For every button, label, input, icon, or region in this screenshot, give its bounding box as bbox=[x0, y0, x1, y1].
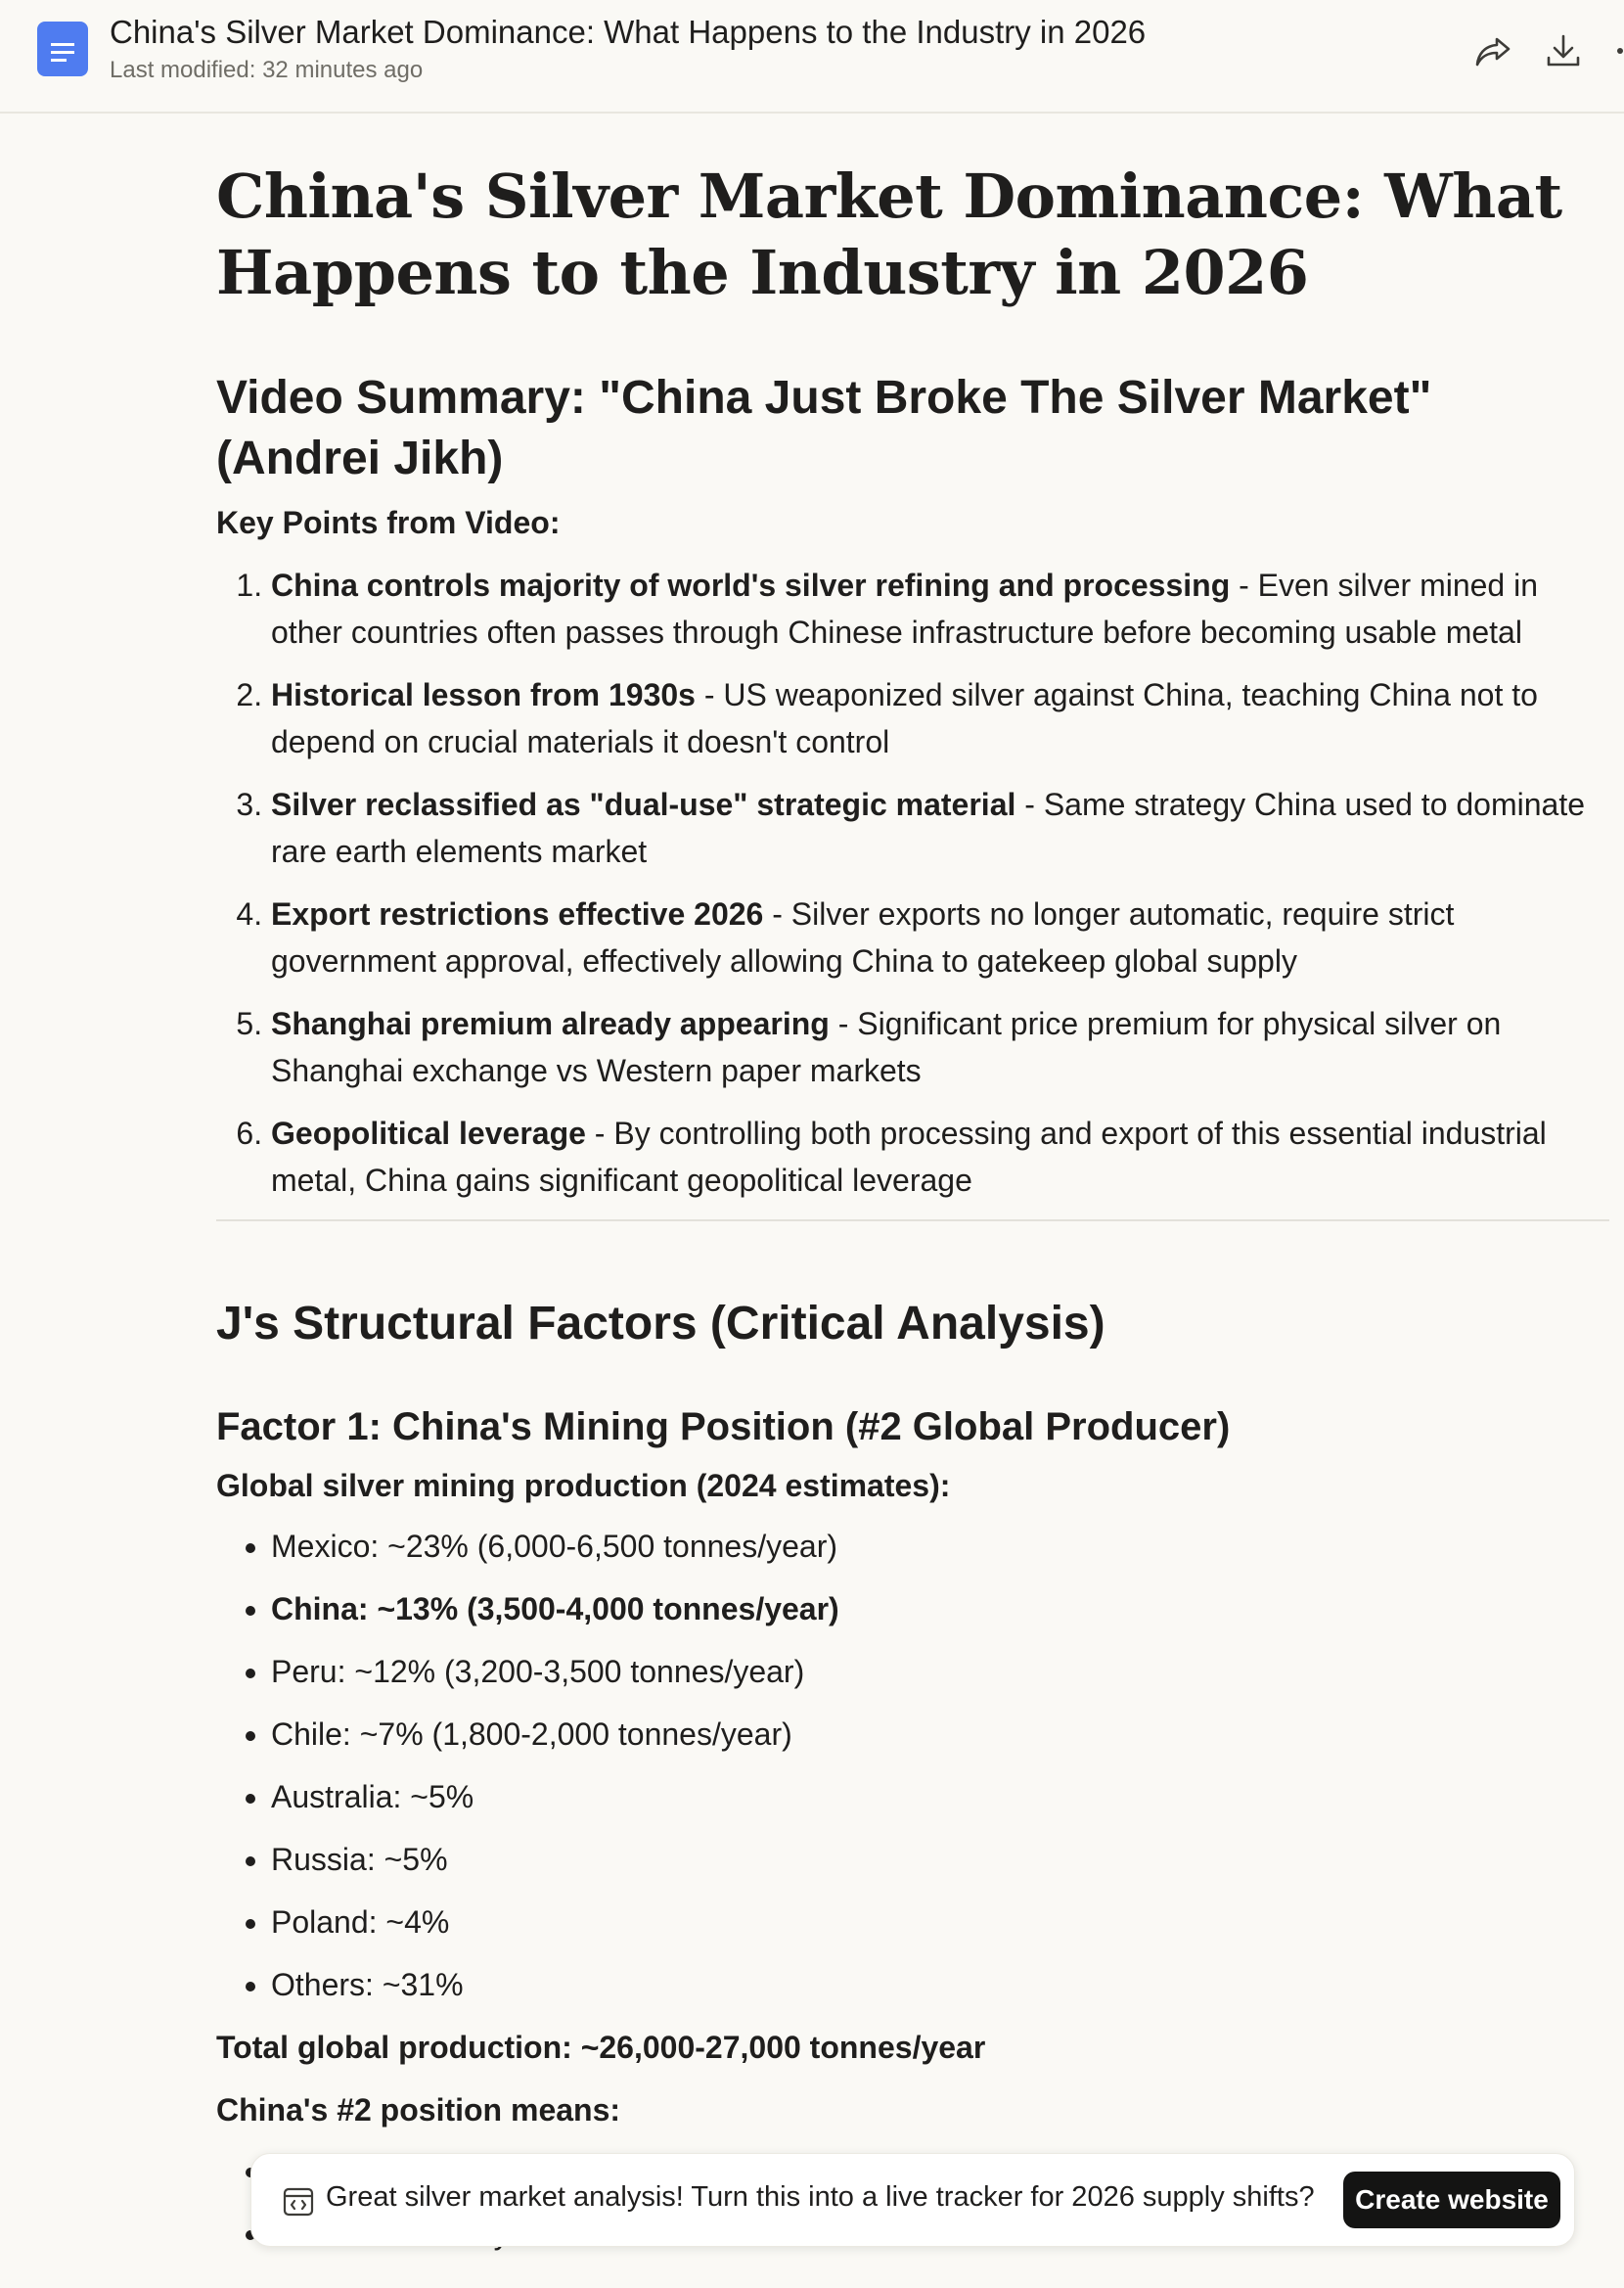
point-title: Geopolitical leverage bbox=[271, 1116, 586, 1151]
list-item: • Chile: ~7% (1,800-2,000 tonnes/year) bbox=[271, 1711, 1605, 1758]
point-title: Export restrictions effective 2026 bbox=[271, 896, 764, 932]
list-item bbox=[271, 1110, 1605, 1204]
list-item: • Poland: ~4% bbox=[271, 1899, 1605, 1945]
create-website-button[interactable]: Create website bbox=[1343, 2172, 1560, 2228]
point-text: - Significant price premium for physical silver on Shanghai exchange vs Western paper markets bbox=[271, 1006, 1502, 1088]
point-text: - By controlling both processing and export of this essential industrial metal, China gains significant geopolitical leverage bbox=[271, 1116, 1547, 1198]
document-icon bbox=[37, 22, 88, 76]
video-summary-heading: Video Summary: "China Just Broke The Silver Market" (Andrei Jikh) bbox=[216, 372, 1432, 484]
promo-text: Great silver market analysis! Turn this into a live tracker for 2026 supply shifts? bbox=[326, 2181, 1315, 2213]
last-modified-text: Last modified: 32 minutes ago bbox=[110, 57, 424, 83]
key-points-list bbox=[216, 562, 1605, 1204]
list-item bbox=[271, 891, 1605, 984]
download-icon[interactable] bbox=[1542, 29, 1585, 72]
point-title: Silver reclassified as "dual-use" strategic material bbox=[271, 787, 1016, 822]
key-points-label: Key Points from Video: bbox=[216, 505, 561, 540]
point-text: - US weaponized silver against China, teaching China not to depend on crucial materials it doesn't control bbox=[271, 677, 1538, 759]
point-title: China controls majority of world's silver refining and processing bbox=[271, 568, 1231, 603]
list-item bbox=[271, 781, 1605, 875]
point-title: Historical lesson from 1930s bbox=[271, 677, 696, 712]
point-text: - Same strategy China used to dominate rare earth elements market bbox=[271, 787, 1586, 869]
point-text: - Even silver mined in other countries often passes through Chinese infrastructure before becoming usable metal bbox=[271, 568, 1539, 650]
list-item: • Australia: ~5% bbox=[271, 1773, 1605, 1820]
point-text: - Silver exports no longer automatic, require strict government approval, effectively allowing China to gatekeep global supply bbox=[271, 896, 1455, 979]
point-title: Shanghai premium already appearing bbox=[271, 1006, 830, 1041]
document-title: China's Silver Market Dominance: What Happens to the Industry in 2026 bbox=[110, 14, 1147, 50]
structural-factors-heading: J's Structural Factors (Critical Analysis) bbox=[216, 1298, 1105, 1350]
list-item: • Others: ~31% bbox=[271, 1961, 1605, 2008]
page-title: China's Silver Market Dominance: What Happens to the Industry in 2026 bbox=[216, 160, 1562, 308]
list-item bbox=[271, 1000, 1605, 1094]
production-list bbox=[216, 1523, 1605, 2008]
create-website-banner bbox=[250, 2153, 1575, 2247]
document-body bbox=[216, 114, 1605, 2272]
share-icon[interactable] bbox=[1471, 29, 1514, 72]
section-divider bbox=[216, 1219, 1609, 1221]
code-window-icon bbox=[283, 2187, 314, 2217]
list-item: • China: ~13% (3,500-4,000 tonnes/year) bbox=[271, 1585, 1605, 1632]
list-item: • Mexico: ~23% (6,000-6,500 tonnes/year) bbox=[271, 1523, 1605, 1570]
list-item: • Peru: ~12% (3,200-3,500 tonnes/year) bbox=[271, 1648, 1605, 1695]
list-item: • Russia: ~5% bbox=[271, 1836, 1605, 1883]
list-item bbox=[271, 671, 1605, 765]
more-icon[interactable] bbox=[1610, 29, 1624, 72]
means-label: China's #2 position means: bbox=[216, 2092, 621, 2128]
production-label: Global silver mining production (2024 estimates): bbox=[216, 1468, 951, 1503]
list-item bbox=[271, 562, 1605, 656]
document-header bbox=[0, 0, 1624, 114]
factor-1-heading: Factor 1: China's Mining Position (#2 Global Producer) bbox=[216, 1405, 1231, 1448]
total-production: Total global production: ~26,000-27,000 tonnes/year bbox=[216, 2030, 986, 2065]
